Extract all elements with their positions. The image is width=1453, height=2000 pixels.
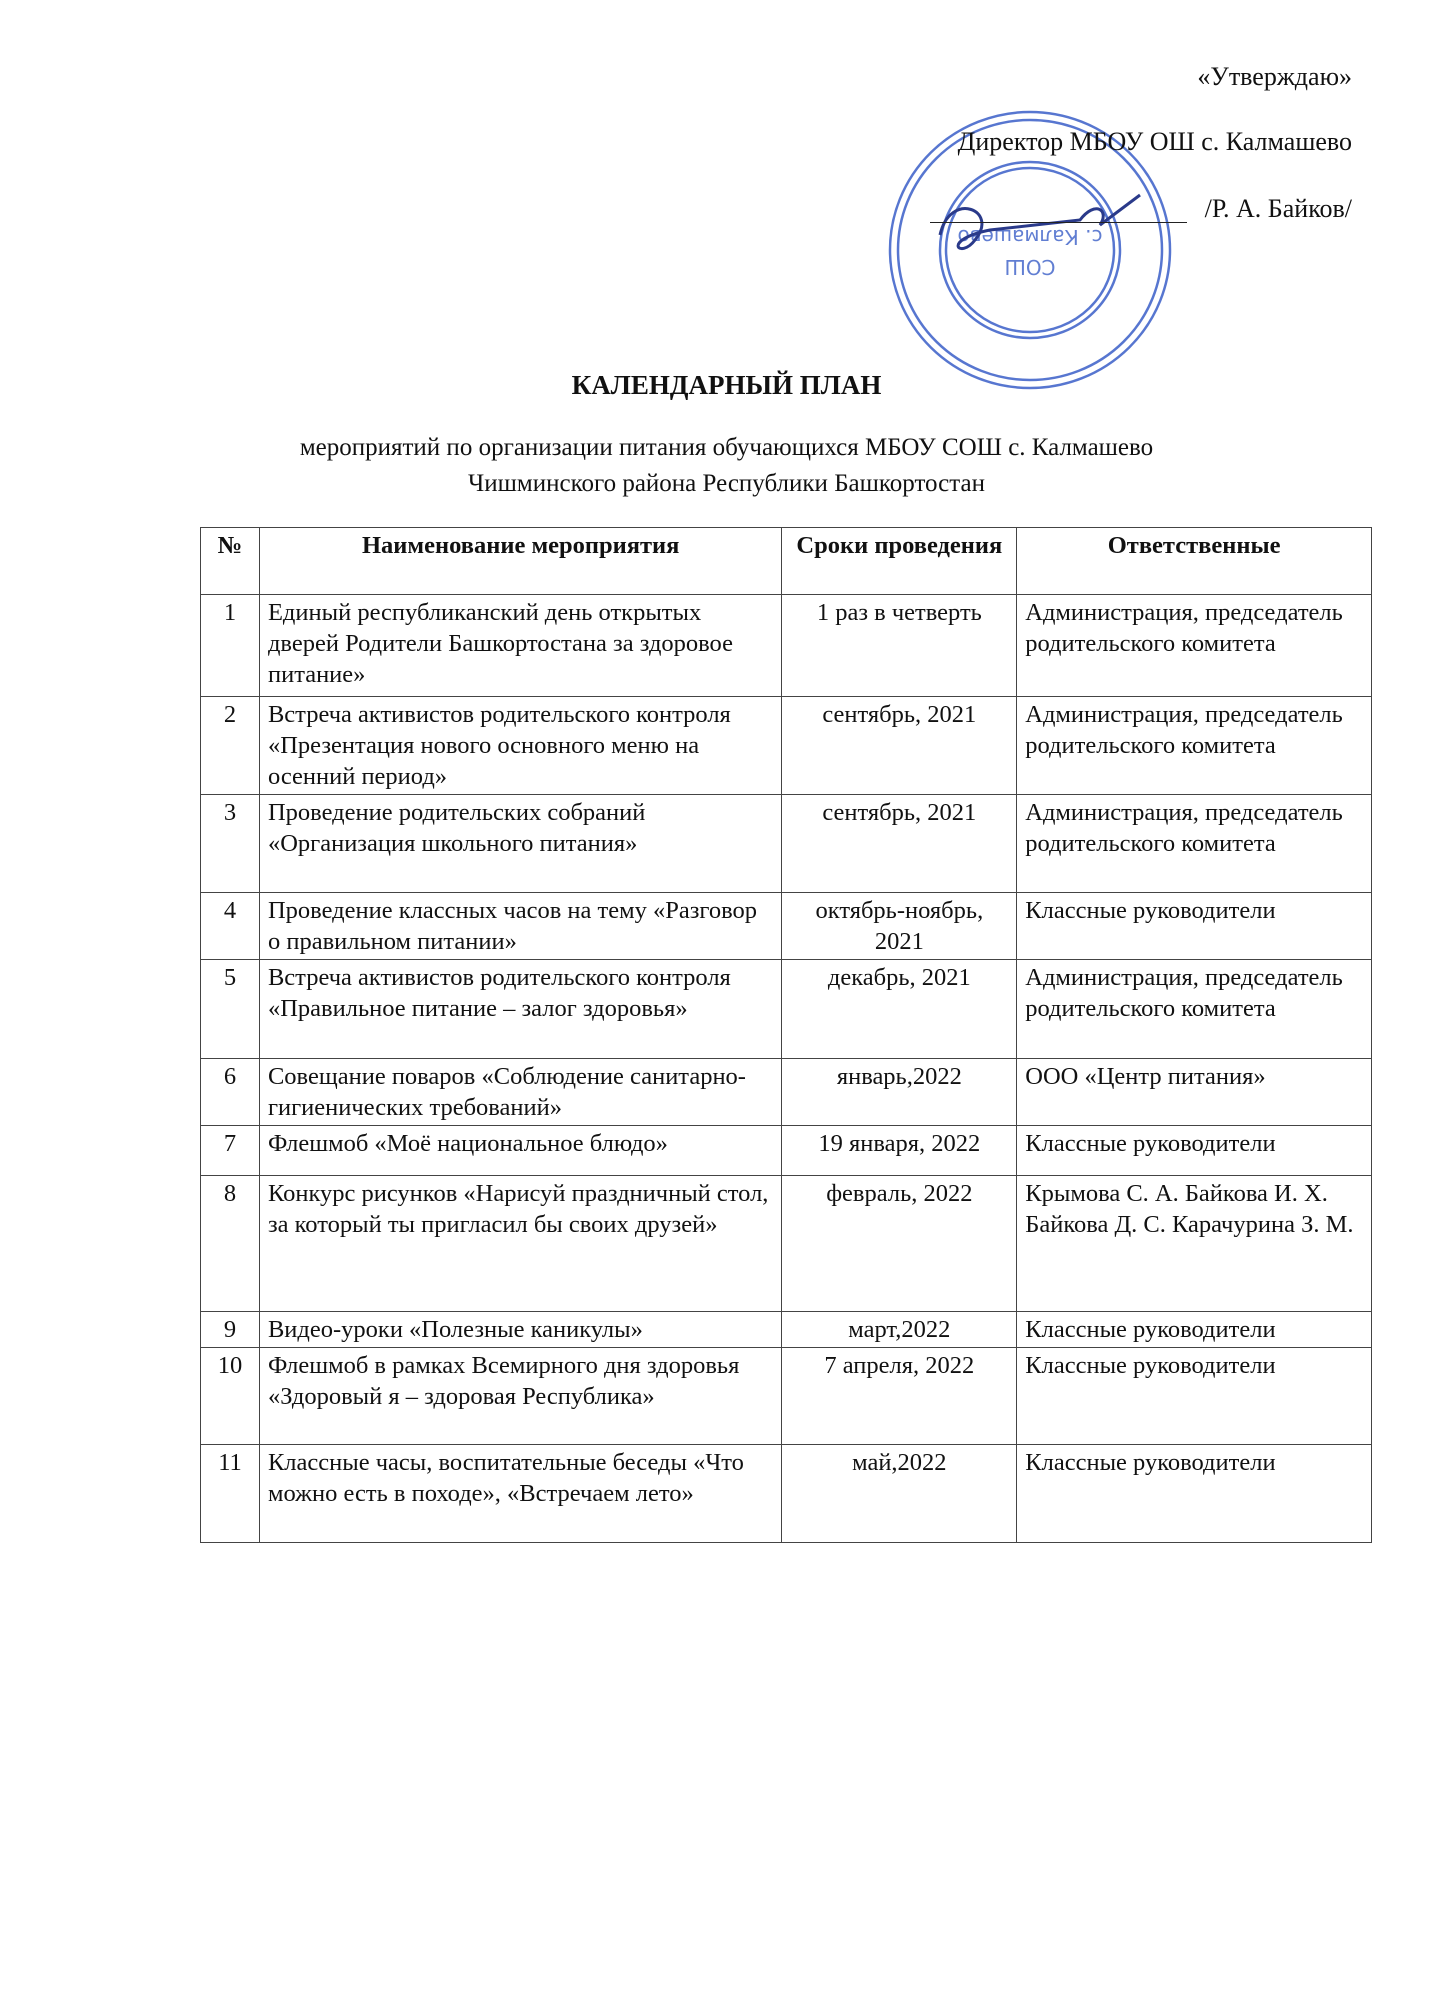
- header-responsible: Ответственные: [1017, 528, 1372, 595]
- row-number: 8: [201, 1176, 260, 1312]
- header-name: Наименование мероприятия: [259, 528, 781, 595]
- approval-label: «Утверждаю»: [1197, 62, 1352, 91]
- event-date: 7 апреля, 2022: [782, 1348, 1017, 1445]
- director-name: /Р. А. Байков/: [1204, 194, 1352, 223]
- event-responsible: Администрация, председатель родительского комитета: [1017, 595, 1372, 697]
- row-number: 2: [201, 697, 260, 795]
- table-header-row: [201, 528, 1372, 595]
- table-row: [201, 795, 1372, 893]
- event-date: февраль, 2022: [782, 1176, 1017, 1312]
- event-date: декабрь, 2021: [782, 960, 1017, 1059]
- subtitle-line-1: мероприятий по организации питания обучающихся МБОУ СОШ с. Калмашево: [299, 434, 1154, 461]
- row-number: 10: [201, 1348, 260, 1445]
- event-name: Встреча активистов родительского контроля «Правильное питание – залог здоровья»: [259, 960, 781, 1059]
- table-row: [201, 1445, 1372, 1543]
- event-responsible: Крымова С. А. Байкова И. Х. Байкова Д. С. Карачурина З. М.: [1017, 1176, 1372, 1312]
- event-name: Видео-уроки «Полезные каникулы»: [259, 1312, 781, 1348]
- event-responsible: Классные руководители: [1017, 1348, 1372, 1445]
- event-date: сентябрь, 2021: [782, 697, 1017, 795]
- row-number: 3: [201, 795, 260, 893]
- event-name: Флешмоб «Моё национальное блюдо»: [259, 1126, 781, 1176]
- table-row: [201, 1348, 1372, 1445]
- header-date: Сроки проведения: [782, 528, 1017, 595]
- event-name: Единый республиканский день открытых дверей Родители Башкортостана за здоровое питание»: [259, 595, 781, 697]
- table-row: [201, 697, 1372, 795]
- event-date: 19 января, 2022: [782, 1126, 1017, 1176]
- table-row: [201, 1126, 1372, 1176]
- svg-text:с. Калмашево: с. Калмашево: [957, 225, 1103, 249]
- table-row: [201, 893, 1372, 960]
- event-date: октябрь-ноябрь, 2021: [782, 893, 1017, 960]
- event-name: Совещание поваров «Соблюдение санитарно-гигиенических требований»: [259, 1059, 781, 1126]
- event-responsible: Классные руководители: [1017, 1312, 1372, 1348]
- event-responsible: Администрация, председатель родительского комитета: [1017, 697, 1372, 795]
- svg-text:СОШ: СОШ: [1004, 255, 1056, 279]
- row-number: 11: [201, 1445, 260, 1543]
- table-row: [201, 595, 1372, 697]
- event-date: март,2022: [782, 1312, 1017, 1348]
- event-date: 1 раз в четверть: [782, 595, 1017, 697]
- event-date: май,2022: [782, 1445, 1017, 1543]
- event-name: Проведение классных часов на тему «Разговор о правильном питании»: [259, 893, 781, 960]
- row-number: 9: [201, 1312, 260, 1348]
- table-row: [201, 960, 1372, 1059]
- signature-line: [930, 222, 1187, 223]
- subtitle-line-2: Чишминского района Республики Башкортостан: [468, 470, 985, 497]
- row-number: 4: [201, 893, 260, 960]
- table-row: [201, 1059, 1372, 1126]
- row-number: 6: [201, 1059, 260, 1126]
- event-responsible: Администрация, председатель родительского комитета: [1017, 960, 1372, 1059]
- event-name: Конкурс рисунков «Нарисуй праздничный стол, за который ты пригласил бы своих друзей»: [259, 1176, 781, 1312]
- event-name: Классные часы, воспитательные беседы «Что можно есть в походе», «Встречаем лето»: [259, 1445, 781, 1543]
- event-responsible: Администрация, председатель родительского комитета: [1017, 795, 1372, 893]
- director-position: Директор МБОУ ОШ с. Калмашево: [957, 127, 1352, 156]
- header-number: №: [201, 528, 260, 595]
- table-row: [201, 1176, 1372, 1312]
- event-responsible: Классные руководители: [1017, 1445, 1372, 1543]
- event-responsible: Классные руководители: [1017, 893, 1372, 960]
- row-number: 5: [201, 960, 260, 1059]
- event-name: Проведение родительских собраний «Организация школьного питания»: [259, 795, 781, 893]
- event-name: Флешмоб в рамках Всемирного дня здоровья «Здоровый я – здоровая Республика»: [259, 1348, 781, 1445]
- event-date: январь,2022: [782, 1059, 1017, 1126]
- event-date: сентябрь, 2021: [782, 795, 1017, 893]
- table-row: [201, 1312, 1372, 1348]
- event-responsible: ООО «Центр питания»: [1017, 1059, 1372, 1126]
- document-title: КАЛЕНДАРНЫЙ ПЛАН: [571, 370, 882, 400]
- events-table: [200, 527, 1372, 1543]
- event-responsible: Классные руководители: [1017, 1126, 1372, 1176]
- event-name: Встреча активистов родительского контроля «Презентация нового основного меню на осенний период»: [259, 697, 781, 795]
- row-number: 7: [201, 1126, 260, 1176]
- row-number: 1: [201, 595, 260, 697]
